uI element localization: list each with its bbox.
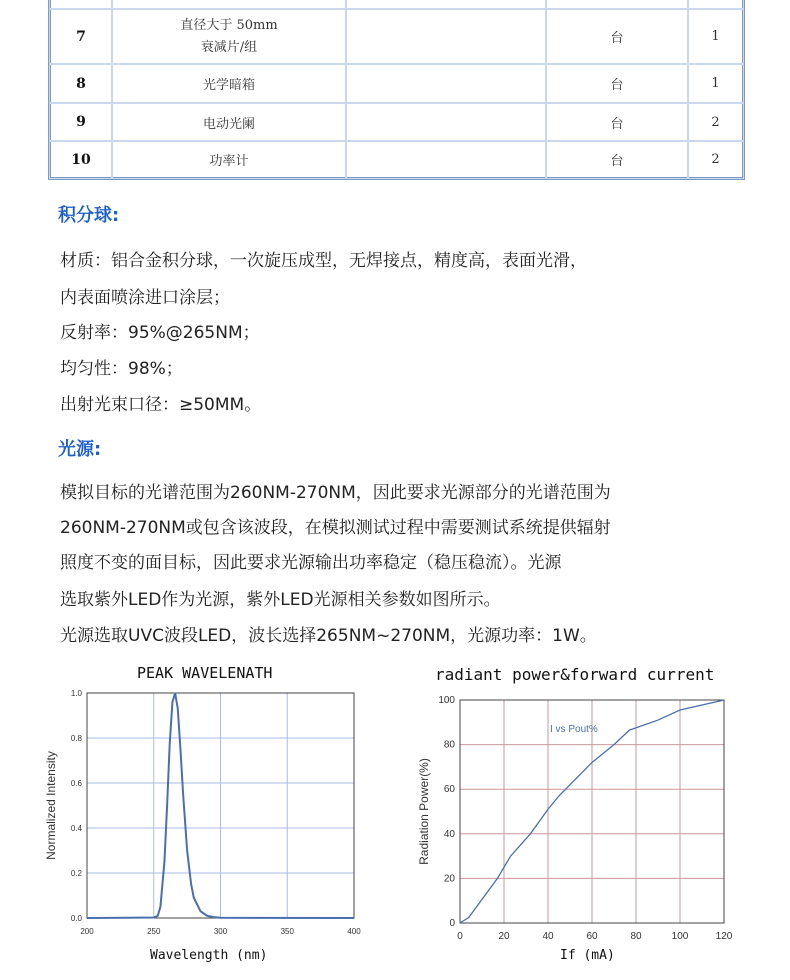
row-no: 7	[50, 9, 112, 64]
equipment-table	[48, 0, 745, 180]
source-line: 照度不变的面目标，因此要求光源输出功率稳定（稳压稳流）。光源	[60, 553, 562, 573]
y-axis-label: Radiation Power(%)	[417, 758, 431, 865]
table-row	[50, 0, 743, 9]
y-tick-label: 80	[443, 739, 455, 751]
source-line: 模拟目标的光谱范围为260NM-270NM，因此要求光源部分的光谱范围为	[60, 483, 611, 503]
y-tick-label: 0	[449, 918, 455, 929]
x-tick-label: 80	[630, 931, 642, 942]
x-tick-label: 250	[147, 927, 161, 936]
row-name: 功率计	[112, 141, 346, 178]
row-qty: 2	[688, 103, 743, 141]
source-line: 光源选取UVC波段LED，波长选择265NM~270NM，光源功率：1W。	[60, 626, 597, 646]
y-tick-label: 40	[443, 828, 455, 840]
x-tick-label: 200	[80, 927, 94, 936]
x-tick-label: 350	[280, 927, 294, 936]
y-tick-label: 1.0	[70, 689, 82, 698]
source-line: 260NM-270NM或包含该波段，在模拟测试过程中需要测试系统提供辐射	[60, 518, 611, 538]
y-tick-label: 100	[438, 695, 455, 706]
sphere-line: 内表面喷涂进口涂层；	[60, 288, 230, 308]
chart-radiant-power	[395, 680, 790, 945]
row-no	[50, 0, 112, 9]
source-heading: 光源:	[58, 439, 102, 460]
x-tick-label: 0	[457, 931, 463, 942]
y-tick-label: 0.0	[70, 914, 82, 923]
sphere-line: 出射光束口径：≥50MM。	[60, 395, 262, 415]
sphere-line: 材质：铝合金积分球，一次旋压成型，无焊接点，精度高，表面光滑，	[60, 251, 587, 271]
chart1-xlabel: Wavelength (nm)	[150, 948, 268, 963]
x-tick-label: 40	[542, 931, 554, 942]
y-tick-label: 0.8	[70, 734, 82, 743]
row-no: 10	[50, 141, 112, 178]
chart-peak-wavelength	[0, 680, 395, 945]
x-tick-label: 120	[715, 931, 733, 942]
row-no: 8	[50, 64, 112, 103]
source-line: 选取紫外LED作为光源，紫外LED光源相关参数如图所示。	[60, 590, 501, 610]
y-tick-label: 0.6	[70, 779, 82, 788]
row-no: 9	[50, 103, 112, 141]
x-tick-label: 400	[347, 927, 361, 936]
table-row	[50, 9, 743, 64]
row-unit: 台	[546, 103, 688, 141]
y-tick-label: 0.4	[70, 824, 82, 833]
y-tick-label: 60	[443, 784, 455, 796]
y-axis-label: Normalized Intensity	[44, 751, 58, 860]
x-tick-label: 60	[586, 931, 598, 942]
sphere-line: 反射率：95%@265NM；	[60, 323, 260, 343]
row-unit: 台	[546, 9, 688, 64]
chart2-xlabel: If (mA)	[560, 948, 615, 963]
row-unit: 台	[546, 141, 688, 178]
table-row	[50, 103, 743, 141]
row-unit: 台	[546, 64, 688, 103]
y-tick-label: 0.2	[70, 869, 82, 878]
y-tick-label: 20	[443, 873, 455, 885]
x-tick-label: 100	[671, 931, 689, 942]
row-name: 直径大于 50mm 衰减片/组	[112, 9, 346, 64]
row-qty: 1	[688, 64, 743, 103]
x-tick-label: 20	[498, 931, 510, 942]
table-row	[50, 64, 743, 103]
x-tick-label: 300	[213, 927, 228, 936]
row-name: 光学暗箱	[112, 64, 346, 103]
row-name: 电动光阑	[112, 103, 346, 141]
row-qty: 2	[688, 141, 743, 178]
chart1-title: PEAK WAVELENATH	[137, 664, 273, 682]
row-qty: 1	[688, 9, 743, 64]
chart2-title: radiant power&forward current	[435, 665, 715, 684]
legend-label: I vs Pout%	[550, 724, 598, 735]
table-row	[50, 141, 743, 178]
sphere-heading: 积分球:	[58, 205, 120, 226]
sphere-line: 均匀性：98%；	[60, 359, 183, 379]
